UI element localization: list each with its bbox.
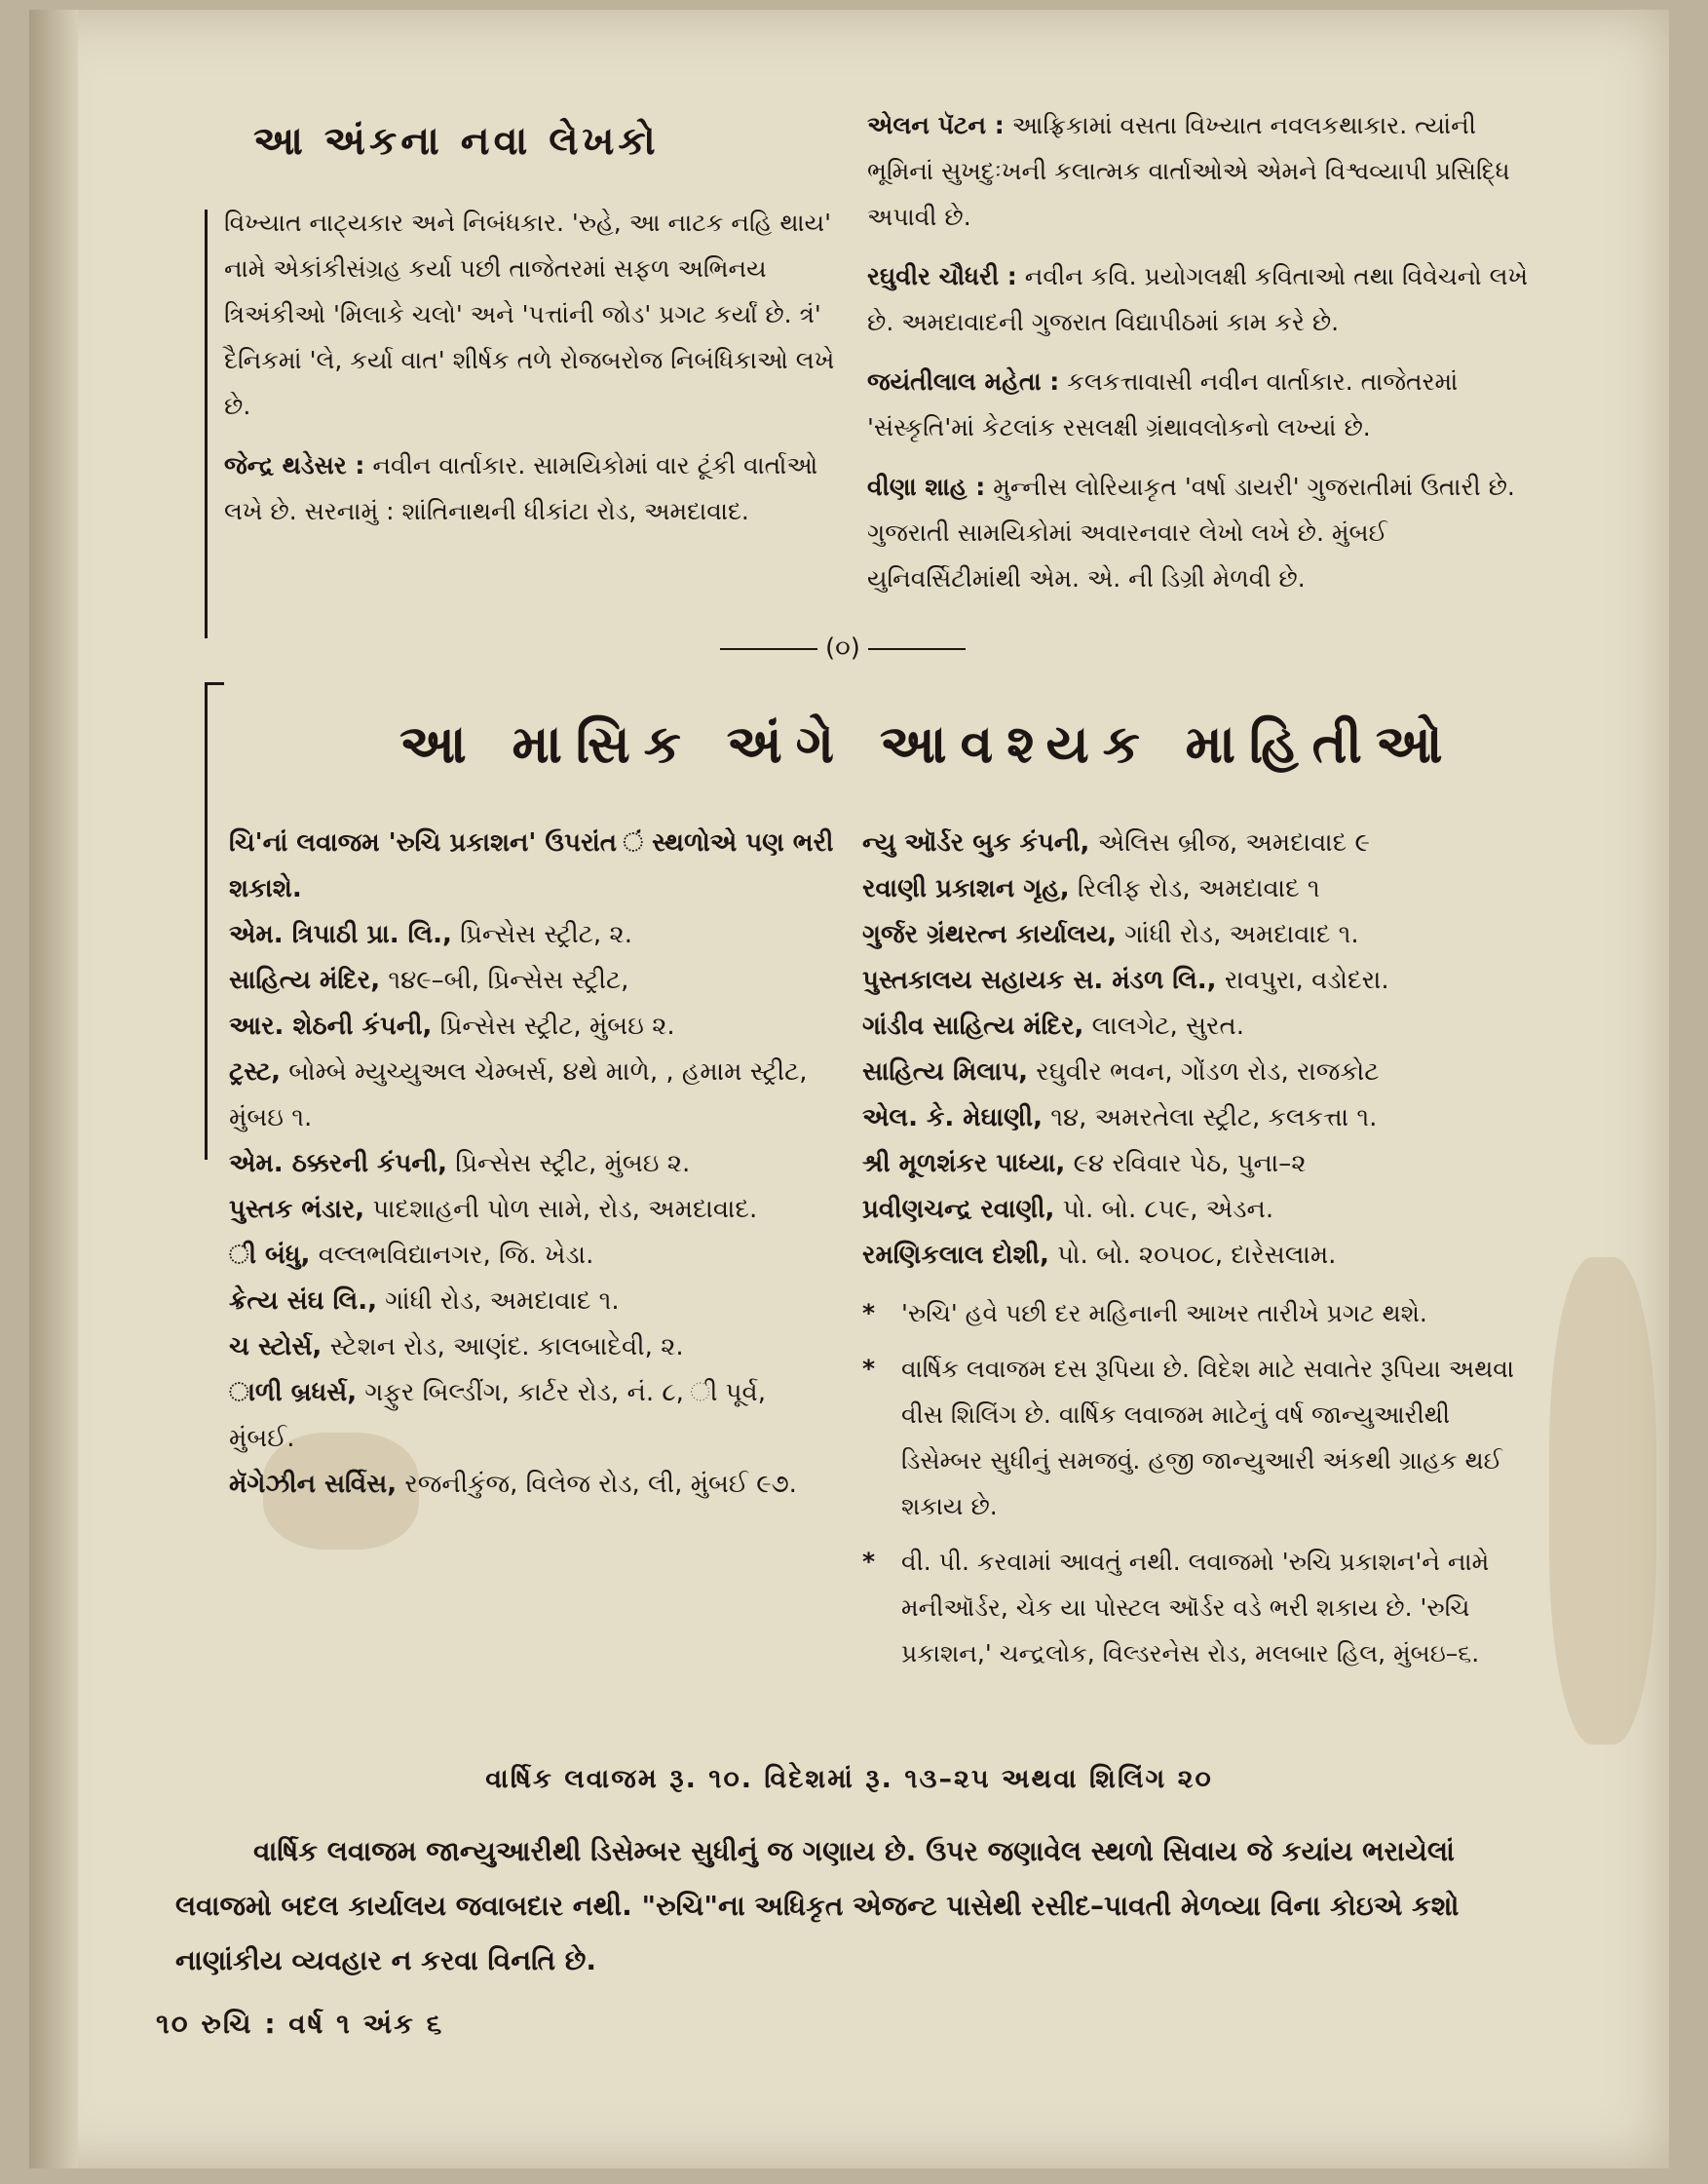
agent-name: ચ સ્ટોર્સ, (229, 1332, 323, 1361)
agent-entry (229, 1279, 838, 1324)
agent-name: રવાણી પ્રકાશન ગૃહ, (862, 874, 1070, 903)
agent-name: મૅગેઝીન સર્વિસ, (229, 1470, 398, 1499)
bullet-text: વી. પી. કરવામાં આવતું નથી. લવાજમો 'રુચિ પ્રકાશન'ને નામે મનીઑર્ડર, ચેક યા પોસ્ટલ ઑર્ડર વડે ભરી શકાય છે. 'રુચિ પ્રકાશન,' ચન્દ્રલોક, વિલ્ડરનેસ રોડ, મલબાર હિલ, મુંબઇ–૬. (901, 1548, 1490, 1667)
author-entry (867, 253, 1530, 345)
agent-entry (862, 1095, 1535, 1141)
agent-address: ૧૪, અમરતેલા સ્ટ્રીટ, કલકત્તા ૧. (1050, 1103, 1378, 1132)
bullet-text: 'રુચિ' હવે પછી દર મહિનાની આખર તારીખે પ્રગટ થશે. (901, 1299, 1427, 1327)
notice-bullet (862, 1346, 1535, 1529)
agent-name: પુસ્તક ભંડાર, (229, 1195, 365, 1224)
agent-entry (229, 912, 838, 958)
agent-address: પો. બો. ૮૫૯, એડન. (1062, 1195, 1274, 1224)
agent-name: પુસ્તકાલય સહાયક સ. મંડળ લિ., (862, 966, 1217, 995)
author-entry (224, 200, 848, 429)
agent-address: વલ્લભવિદ્યાનગર, જિ. ખેડા. (318, 1241, 594, 1270)
author-bio: વિખ્યાત નાટ્યકાર અને નિબંધકાર. 'રુહે, આ નાટક નહિ થાય' નામે એકાંકીસંગ્રહ કર્યા પછી તાજેતરમાં સફળ અભિનય ત્રિઅંકીઓ 'મિલાકે ચલો' અને 'પત્તાંની જોડ' પ્રગટ કર્યાં છે. ત્રં' દૈનિકમાં 'લે, કર્યા વાત' શીર્ષક તળે રોજબરોજ નિબંધિકાઓ લખે છે. (224, 209, 835, 420)
author-name: જયંતીલાલ મહેતા : (867, 367, 1060, 396)
author-bio: નવીન વાર્તાકાર. સામયિકોમાં વાર ટૂંકી વાર્તાઓ લખે છે. સરનામું : શાંતિનાથની ધીકાંટા રોડ, અમદાવાદ. (224, 451, 818, 525)
author-entry (867, 464, 1530, 601)
left-margin-rule (205, 210, 208, 638)
agent-address: પ્રિન્સેસ સ્ટ્રીટ, મુંબઇ ૨. (439, 1012, 675, 1041)
author-name: વીણા શાહ : (867, 473, 986, 501)
notice-bullet (862, 1290, 1535, 1336)
agent-name: ટ્રસ્ટ, (229, 1057, 282, 1087)
agent-name: એમ. ત્રિપાઠી પ્રા. લિ., (229, 920, 452, 949)
agent-name: રમણિકલાલ દોશી, (862, 1241, 1049, 1270)
right-top-column (867, 102, 1530, 615)
agent-address: ગાંધી રોડ, અમદાવાદ ૧. (385, 1286, 620, 1316)
author-entry (867, 359, 1530, 450)
agent-entry (862, 821, 1535, 866)
agent-address: રઘુવીર ભવન, ગોંડળ રોડ, રાજકોટ (1036, 1057, 1380, 1087)
magazine-page (29, 10, 1669, 2168)
agent-address: લાલગેટ, સુરત. (1091, 1012, 1244, 1041)
agent-address: પો. બો. ૨૦૫૦૮, દારેસલામ. (1057, 1241, 1337, 1270)
divider-rule (720, 648, 817, 650)
author-name: એલન પૅટન : (867, 111, 1005, 139)
notice-bullet (862, 1539, 1535, 1676)
section-divider (706, 633, 979, 664)
agent-entry (229, 1004, 838, 1050)
author-entry (867, 102, 1530, 240)
agent-entry (229, 1370, 838, 1462)
right-agent-list (862, 821, 1535, 1686)
agent-address: રજનીકુંજ, વિલેજ રોડ, લી, મુંબઈ ૯૭. (404, 1470, 797, 1499)
agent-entry (862, 1050, 1535, 1095)
subscription-line: વાર્ષિક લવાજમ રૂ. ૧૦. વિદેશમાં રૂ. ૧૩–૨૫ અથવા શિલિંગ ૨૦ (485, 1764, 1213, 1794)
agent-name: સાહિત્ય મંદિર, (229, 966, 381, 995)
agent-name: શ્રી મૂળશંકર પાધ્યા, (862, 1149, 1066, 1178)
agent-address: રાવપુરા, વડોદરા. (1224, 966, 1389, 995)
bullet-star: * (862, 1299, 876, 1327)
agent-entry (229, 1050, 838, 1141)
agent-name: પ્રવીણચન્દ્ર રવાણી, (862, 1195, 1055, 1224)
agent-entry (862, 1233, 1535, 1279)
agent-address: પાદશાહની પોળ સામે, રોડ, અમદાવાદ. (372, 1195, 758, 1224)
agent-entry (862, 866, 1535, 912)
agent-address: ગફુર બિલ્ડીંગ, કાર્ટર રોડ, નં. ૮, ી પૂર્વ, મુંબઈ. (229, 1378, 767, 1453)
agent-name: ી બંધુ, (229, 1241, 311, 1270)
agent-address: રિલીફ રોડ, અમદાવાદ ૧ (1077, 874, 1320, 903)
agent-entry (229, 958, 838, 1004)
agent-address: પ્રિન્સેસ સ્ટ્રીટ, ૨. (460, 920, 632, 949)
agent-entry (862, 1004, 1535, 1050)
author-name: જેન્દ્ર થડેસર : (224, 451, 365, 479)
author-bio: કલકત્તાવાસી નવીન વાર્તાકાર. તાજેતરમાં 'સંસ્કૃતિ'માં કેટલાંક રસલક્ષી ગ્રંથાવલોકનો લખ્યાં છે. (867, 367, 1459, 441)
agent-name: એલ. કે. મેઘાણી, (862, 1103, 1043, 1132)
agent-address: પ્રિન્સેસ સ્ટ્રીટ, મુંબઇ ૨. (455, 1149, 691, 1178)
bullet-star: * (862, 1355, 876, 1383)
agent-name: ક્રેત્ય સંઘ લિ., (229, 1286, 377, 1316)
page-spine (29, 10, 78, 2168)
agent-address: ૧૪૯–બી, પ્રિન્સેસ સ્ટ્રીટ, (388, 966, 629, 995)
agent-name: એમ. ઠક્કરની કંપની, (229, 1149, 447, 1178)
agent-entry (862, 1141, 1535, 1187)
agent-entry (229, 1141, 838, 1187)
agent-name: ગુર્જર ગ્રંથરત્ન કાર્યાલય, (862, 920, 1117, 949)
author-name: રઘુવીર ચૌધરી : (867, 262, 1017, 290)
left-bracket-rule (205, 682, 208, 1160)
agent-address: ૯૪ રવિવાર પેઠ, પુના–૨ (1073, 1149, 1307, 1178)
divider-rule (868, 648, 966, 650)
bullet-star: * (862, 1548, 876, 1576)
author-bio: નવીન કવિ. પ્રયોગલક્ષી કવિતાઓ તથા વિવેચનો લખે છે. અમદાવાદની ગુજરાત વિદ્યાપીઠમાં કામ કરે છે. (867, 262, 1529, 336)
bullet-text: વાર્ષિક લવાજમ દસ રૂપિયા છે. વિદેશ માટે સવાતેર રૂપિયા અથવા વીસ શિલિંગ છે. વાર્ષિક લવાજમ માટેનું વર્ષ જાન્યુઆરીથી ડિસેમ્બર સુધીનું સમજવું. હજી જાન્યુઆરી અંકથી ગ્રાહક થઈ શકાય છે. (901, 1355, 1514, 1520)
agent-address: બોમ્બે મ્યુચ્યુઅલ ચેમ્બર્સ, ૪થે માળે, , હમામ સ્ટ્રીટ, મુંબઇ ૧. (229, 1057, 808, 1132)
agent-entry (862, 958, 1535, 1004)
agent-entry (229, 821, 838, 912)
agent-name: આર. શેઠની કંપની, (229, 1012, 433, 1041)
agent-address: સ્ટેશન રોડ, આણંદ. કાલબાદેવી, ૨. (329, 1332, 684, 1361)
page-footer: ૧૦ રુચિ : વર્ષ ૧ અંક ૬ (156, 2008, 444, 2040)
agent-entry (229, 1187, 838, 1233)
author-bio: મુન્નીસ લોરિયાકૃત 'વર્ષા ડાયરી' ગુજરાતીમાં ઉતારી છે. ગુજરાતી સામયિકોમાં અવારનવાર લેખો લખે છે. મુંબઈ યુનિવર્સિટીમાંથી એમ. એ. ની ડિગ્રી મેળવી છે. (867, 473, 1515, 593)
agent-name: સાહિત્ય મિલાપ, (862, 1057, 1029, 1087)
author-entry (224, 442, 848, 534)
agent-name: ન્યુ ઑર્ડર બુક કંપની, (862, 828, 1090, 858)
agent-name: ગાંડીવ સાહિત્ય મંદિર, (862, 1012, 1084, 1041)
agent-entry (862, 1187, 1535, 1233)
agent-name: ાળી બ્રધર્સ, (229, 1378, 358, 1407)
agent-entry (229, 1462, 838, 1508)
left-agent-list (229, 821, 838, 1508)
paper-stain (1549, 1257, 1656, 1744)
new-authors-heading: આ અંકના નવા લેખકો (253, 119, 660, 164)
author-bio: આફ્રિકામાં વસતા વિખ્યાત નવલકથાકાર. ત્યાંની ભૂમિનાં સુખદુઃખની કલાત્મક વાર્તાઓએ એમને વિશ્વવ્યાપી પ્રસિદ્ધિ અપાવી છે. (867, 111, 1510, 231)
left-top-column (224, 200, 848, 548)
agent-address: ગાંધી રોડ, અમદાવાદ ૧. (1124, 920, 1359, 949)
agent-name: ચિ'નાં લવાજમ 'રુચિ પ્રકાશન' ઉપરાંત ં સ્થળોએ પણ ભરી શકાશે. (229, 828, 834, 903)
agent-address: એલિસ બ્રીજ, અમદાવાદ ૯ (1097, 828, 1370, 858)
left-bracket-top (205, 682, 224, 685)
agent-entry (229, 1324, 838, 1370)
agent-entry (229, 1233, 838, 1279)
agent-notice: વાર્ષિક લવાજમ જાન્યુઆરીથી ડિસેમ્બર સુધીનું જ ગણાય છે. ઉપર જણાવેલ સ્થળો સિવાય જે કયાંય ભરાયેલાં લવાજમો બદલ કાર્યાલય જવાબદાર નથી. "રુચિ"ના અધિકૃત એજન્ટ પાસેથી રસીદ–પાવતી મેળવ્યા વિના કોઇએ કશો નાણાંકીય વ્યવહાર ન કરવા વિનતિ છે. (175, 1835, 1460, 1976)
magazine-info-heading: આ માસિક અંગે આવશ્યક માહિતીઓ (399, 713, 1457, 775)
agent-entry (862, 912, 1535, 958)
divider-mark: (૦) (825, 633, 860, 663)
